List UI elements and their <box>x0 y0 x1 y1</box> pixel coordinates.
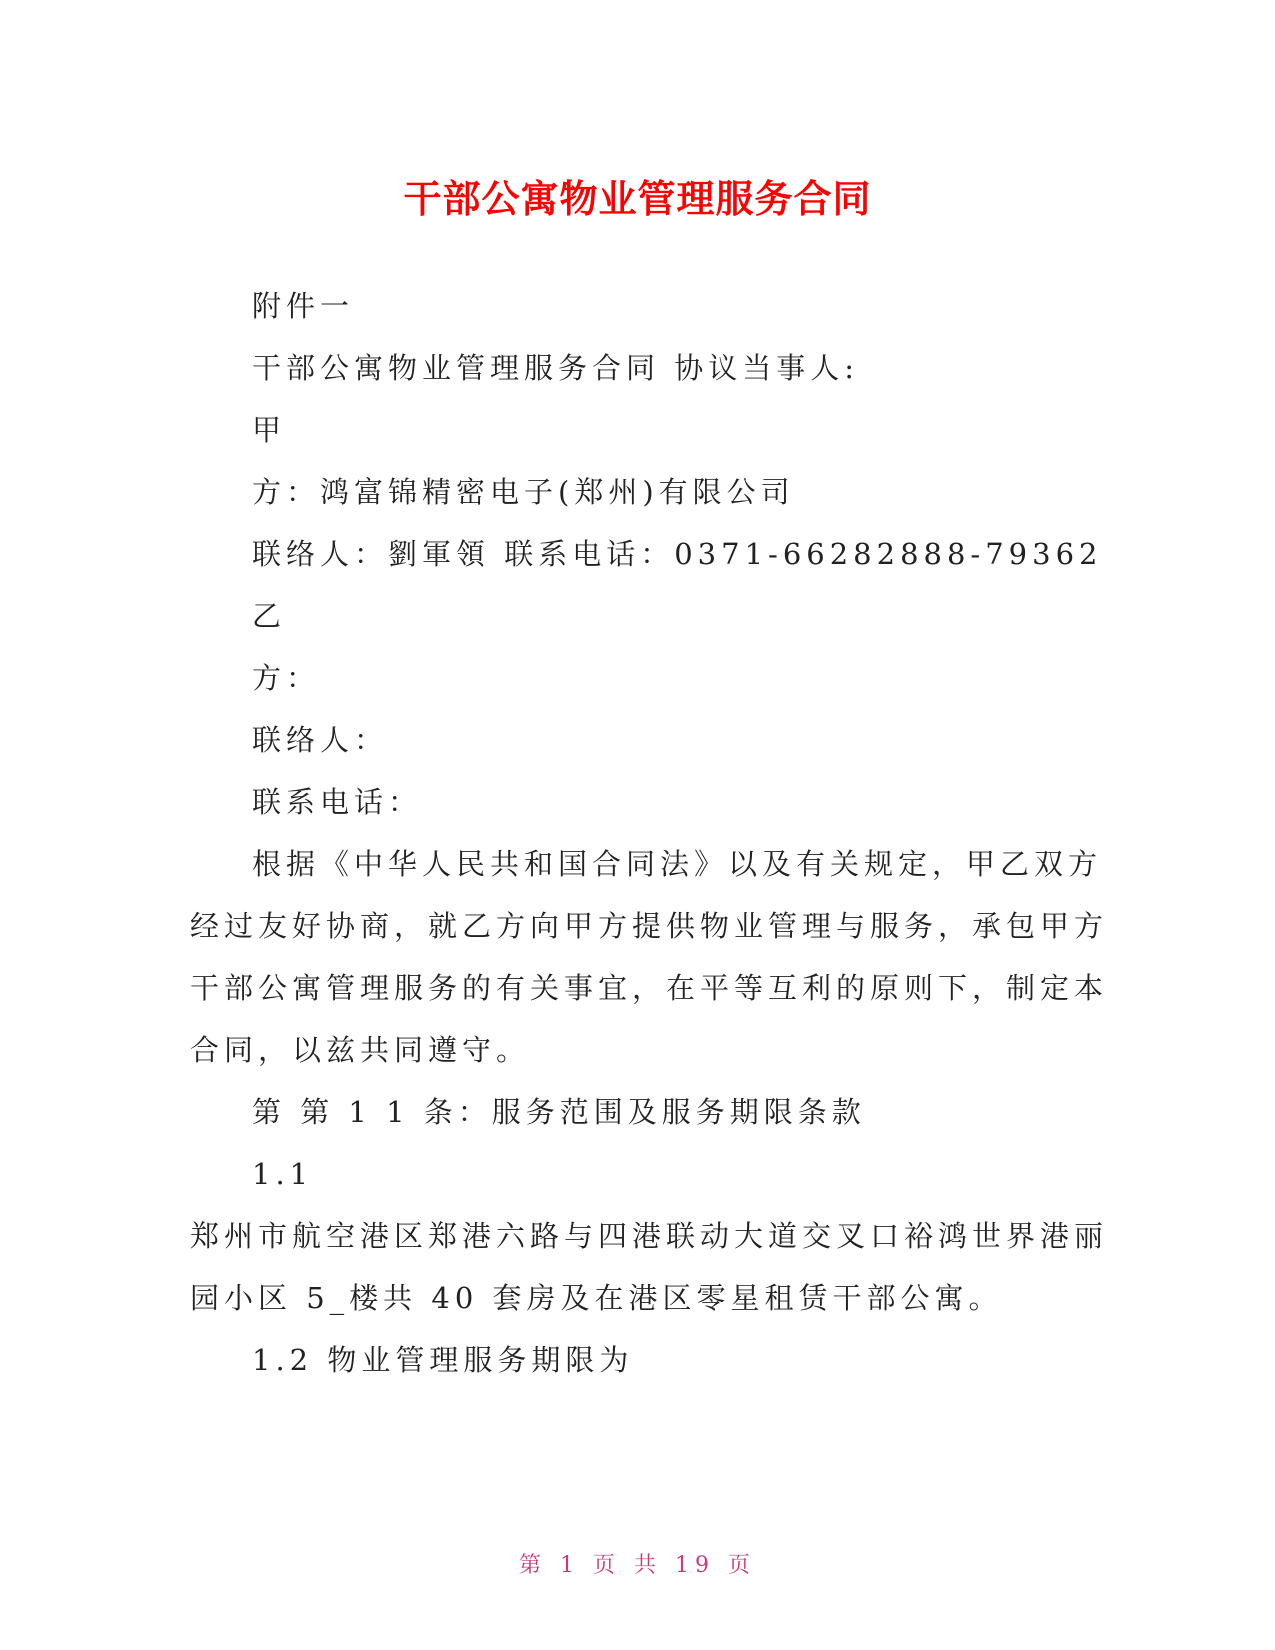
party-b-char: 乙 <box>252 599 287 633</box>
preamble-line-1: 根据《中华人民共和国合同法》以及有关规定，甲乙双方 <box>252 847 1103 881</box>
article-1-heading: 第 第 1 1 条：服务范围及服务期限条款 <box>252 1095 866 1129</box>
party-b-name: 方： <box>252 661 321 695</box>
preamble-line-2: 经过友好协商，就乙方向甲方提供物业管理与服务，承包甲方 <box>190 909 1109 943</box>
preamble-line-3: 干部公寓管理服务的有关事宜，在平等互利的原则下，制定本 <box>190 971 1109 1005</box>
party-b-contact-person: 联络人： <box>252 723 389 757</box>
party-a-name: 方：鸿富锦精密电子(郑州)有限公司 <box>252 475 795 509</box>
party-a-contact: 联络人：劉軍領 联系电话：0371-66282888-79362 <box>252 537 1103 571</box>
preamble-line-4: 合同，以兹共同遵守。 <box>190 1033 531 1067</box>
document-title: 干部公寓物业管理服务合同 <box>403 177 872 221</box>
clause-1-1-text-line-2: 园小区 5_楼共 40 套房及在港区零星租赁干部公寓。 <box>190 1281 1003 1315</box>
party-a-char: 甲 <box>252 413 287 447</box>
clause-1-1-number: 1.1 <box>252 1157 314 1191</box>
party-b-phone: 联系电话： <box>252 785 423 819</box>
clause-1-1-text-line-1: 郑州市航空港区郑港六路与四港联动大道交叉口裕鸿世界港丽 <box>190 1219 1109 1253</box>
attachment-label: 附件一 <box>252 289 355 323</box>
contract-subtitle-line: 干部公寓物业管理服务合同 协议当事人: <box>252 351 859 385</box>
page-indicator: 第 1 页 共 19 页 <box>519 1553 756 1578</box>
clause-1-2: 1.2 物业管理服务期限为 <box>252 1343 634 1377</box>
